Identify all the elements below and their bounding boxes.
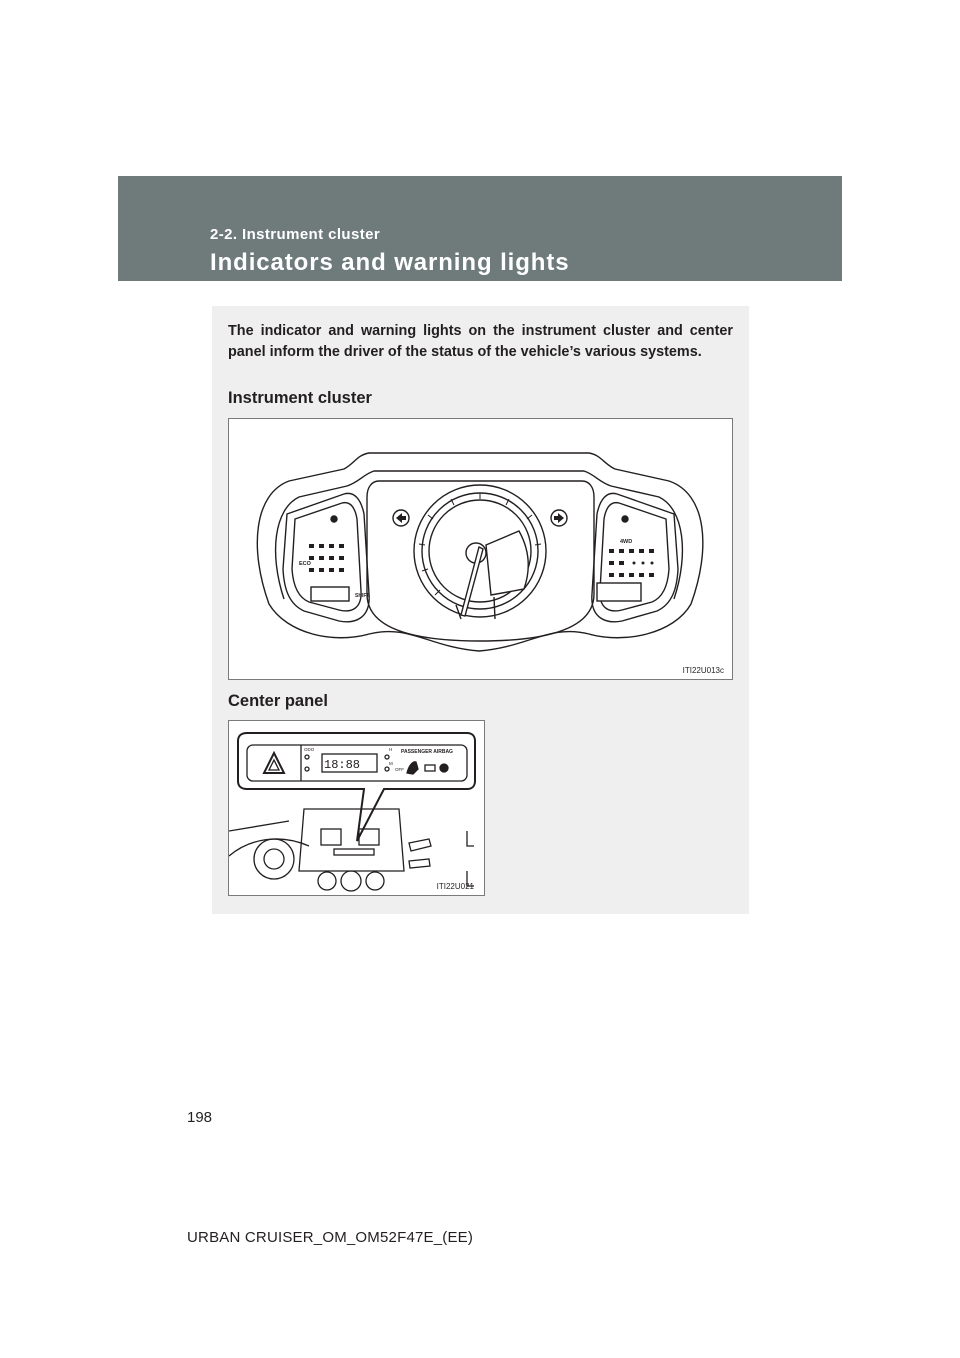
section-label: 2-2. Instrument cluster bbox=[210, 226, 381, 243]
instrument-cluster-figure-code: ITI22U013c bbox=[682, 666, 724, 675]
content-box bbox=[212, 306, 749, 914]
center-panel-figure-code: ITI22U021 bbox=[436, 882, 474, 891]
minute-label: M bbox=[389, 761, 393, 766]
eco-label: ECO bbox=[299, 561, 311, 567]
center-panel-figure bbox=[228, 720, 485, 896]
instrument-cluster-illustration bbox=[229, 419, 732, 679]
clock-display: 18:88 bbox=[324, 758, 361, 772]
page-title: Indicators and warning lights bbox=[210, 249, 570, 276]
shift-label: SHIFT bbox=[355, 593, 370, 599]
intro-paragraph: The indicator and warning lights on the instrument cluster and center panel inform the driver of the status of the vehicle’s various systems. bbox=[228, 323, 733, 360]
instrument-cluster-heading: Instrument cluster bbox=[228, 389, 372, 407]
header-band bbox=[118, 176, 842, 281]
hour-label: H bbox=[389, 747, 393, 752]
odo-label: ODO bbox=[304, 747, 315, 752]
document-id: URBAN CRUISER_OM_OM52F47E_(EE) bbox=[187, 1229, 474, 1246]
passenger-airbag-label: PASSENGER AIRBAG bbox=[401, 749, 453, 755]
fourwd-label: 4WD bbox=[620, 539, 633, 545]
page-number: 198 bbox=[187, 1109, 213, 1126]
instrument-cluster-figure bbox=[228, 418, 733, 680]
center-panel-illustration bbox=[229, 721, 484, 895]
center-panel-heading: Center panel bbox=[228, 692, 328, 710]
airbag-off-label: OFF bbox=[395, 767, 404, 772]
